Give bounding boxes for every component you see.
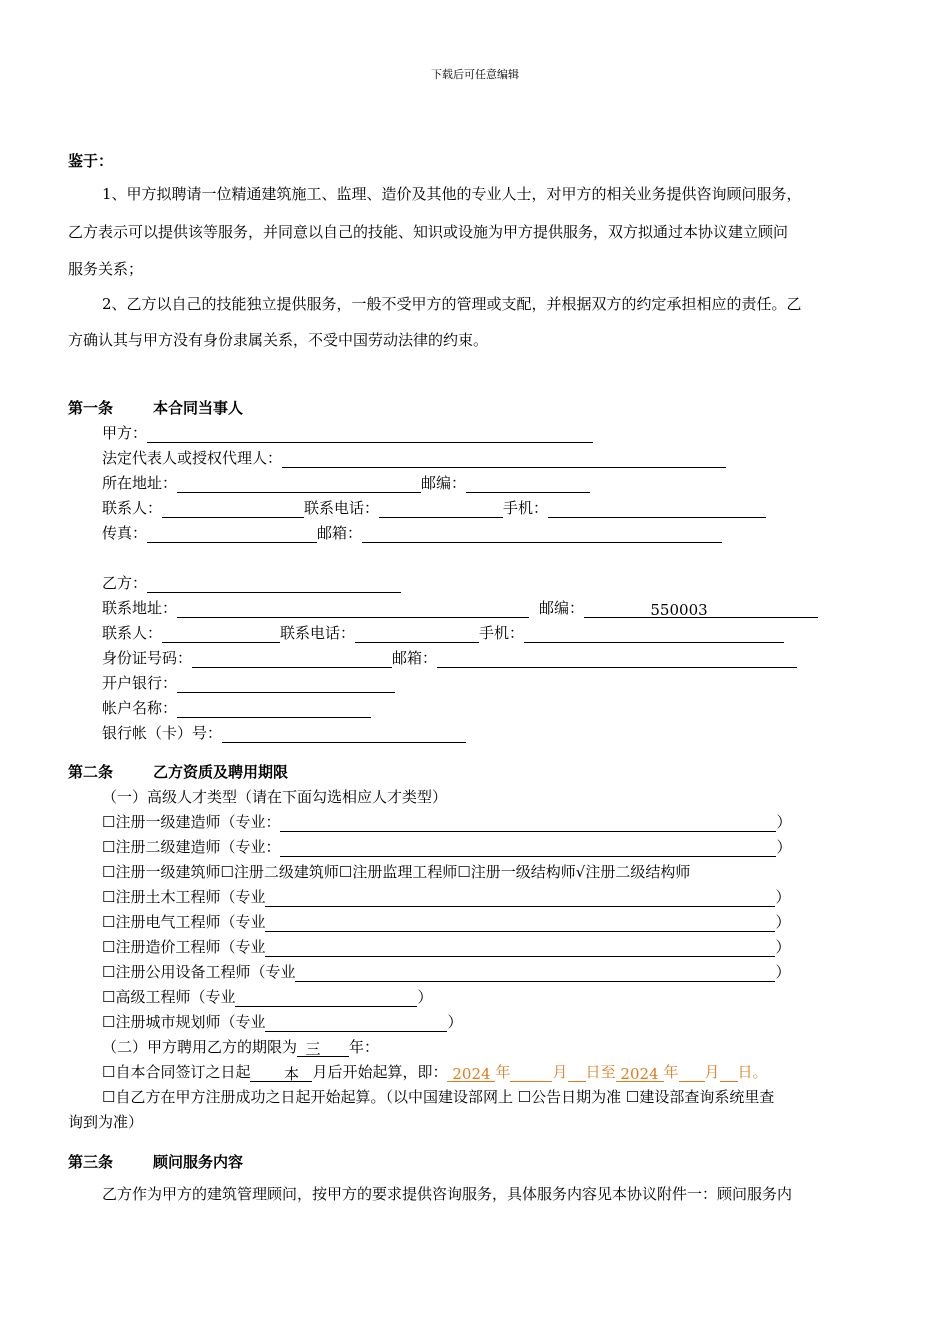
option-4-label[interactable]: ☐注册土木工程师（专业 <box>102 888 266 906</box>
option-6-field[interactable] <box>265 939 775 957</box>
end-day-field[interactable] <box>720 1064 738 1082</box>
party-b-row <box>102 573 401 593</box>
preamble-p2-line1: 2、乙方以自己的技能独立提供服务，一般不受甲方的管理或支配，并根据双方的约定承担相应的责任。乙 <box>102 295 802 313</box>
term1-month-field[interactable] <box>250 1064 312 1082</box>
option-row-2 <box>102 837 791 857</box>
b-address-label: 联系地址： <box>102 599 178 617</box>
phone-label: 联系电话： <box>304 499 380 517</box>
end-year-label: 年 <box>663 1063 679 1081</box>
header-note: 下载后可任意编辑 <box>431 68 519 81</box>
legal-rep-field[interactable] <box>282 450 726 468</box>
article1-heading <box>68 398 243 418</box>
start-month-label: 月 <box>552 1063 568 1081</box>
b-account-name-label: 帐户名称： <box>102 699 178 717</box>
mobile-label: 手机： <box>503 499 549 517</box>
term-option-2-line1[interactable]: ☐自乙方在甲方注册成功之日起开始起算。（以中国建设部网上 ☐公告日期为准 ☐建设部查询系统里查 <box>102 1088 775 1106</box>
option-row-4 <box>102 887 790 907</box>
postcode-field[interactable] <box>466 475 590 493</box>
end-year-field[interactable] <box>616 1064 664 1082</box>
b-email-field[interactable] <box>437 650 797 668</box>
option-8-close: ） <box>417 988 433 1006</box>
option-8-label[interactable]: ☐高级工程师（专业 <box>102 988 236 1006</box>
option-4-close: ） <box>775 888 791 906</box>
option-5-field[interactable] <box>265 914 775 932</box>
term1-after-label: 月后开始起算，即： <box>312 1063 448 1081</box>
term-prefix: （二）甲方聘用乙方的期限为 <box>102 1038 298 1056</box>
article2-heading <box>68 762 288 782</box>
party-b-id-row <box>102 648 797 668</box>
postcode-label: 邮编： <box>421 474 467 492</box>
b-email-label: 邮箱： <box>392 649 438 667</box>
article3-number: 第三条 <box>68 1153 114 1171</box>
b-bank-label: 开户银行： <box>102 674 178 692</box>
start-year-value: 2024 <box>452 1065 491 1083</box>
preamble-p1-line2: 乙方表示可以提供该等服务，并同意以自己的技能、知识或设施为甲方提供服务，双方拟通过本协议建立顾问 <box>68 223 789 241</box>
party-b-label: 乙方： <box>102 574 148 592</box>
option-4-field[interactable] <box>265 889 775 907</box>
option-1-field[interactable] <box>280 814 776 832</box>
b-id-label: 身份证号码： <box>102 649 193 667</box>
option-5-label[interactable]: ☐注册电气工程师（专业 <box>102 913 266 931</box>
party-a-contact-row <box>102 498 766 518</box>
option-2-label[interactable]: ☐注册二级建造师（专业： <box>102 838 281 856</box>
term-option-2-line2: 询到为准） <box>68 1113 144 1131</box>
option-row-9 <box>102 1012 462 1032</box>
b-bank-field[interactable] <box>177 675 395 693</box>
option-7-label[interactable]: ☐注册公用设备工程师（专业 <box>102 963 296 981</box>
b-phone-field[interactable] <box>355 625 479 643</box>
option-row-6 <box>102 937 790 957</box>
b-mobile-field[interactable] <box>524 625 784 643</box>
legal-rep-label: 法定代表人或授权代理人： <box>102 449 283 467</box>
option-1-close: ） <box>776 813 792 831</box>
option-9-close: ） <box>447 1013 463 1031</box>
article3-title: 顾问服务内容 <box>153 1153 244 1171</box>
b-contact-field[interactable] <box>162 625 280 643</box>
b-account-name-field[interactable] <box>177 700 371 718</box>
phone-field[interactable] <box>379 500 503 518</box>
address-field[interactable] <box>177 475 421 493</box>
term-years-value: 三 <box>305 1040 321 1058</box>
option-2-field[interactable] <box>280 839 776 857</box>
option-7-field[interactable] <box>295 964 775 982</box>
option-7-close: ） <box>775 963 791 981</box>
option-row-5 <box>102 912 790 932</box>
preamble-p2-line2: 方确认其与甲方没有身份隶属关系，不受中国劳动法律的约束。 <box>68 331 489 349</box>
term-suffix: 年： <box>349 1038 380 1056</box>
option-6-close: ） <box>775 938 791 956</box>
b-postcode-label: 邮编： <box>539 599 585 617</box>
preamble-p1-line1: 1、甲方拟聘请一位精通建筑施工、监理、造价及其他的专业人士，对甲方的相关业务提供咨询顾问服务， <box>102 185 802 203</box>
end-year-value: 2024 <box>620 1065 659 1083</box>
b-mobile-label: 手机： <box>479 624 525 642</box>
article2-number: 第二条 <box>68 763 114 781</box>
option-9-field[interactable] <box>265 1014 447 1032</box>
b-postcode-field[interactable] <box>584 600 818 618</box>
contact-field[interactable] <box>162 500 304 518</box>
party-b-account-no-row <box>102 723 466 743</box>
end-month-label: 月 <box>704 1063 720 1081</box>
option-2-close: ） <box>776 838 792 856</box>
end-month-field[interactable] <box>679 1064 705 1082</box>
option-5-close: ） <box>775 913 791 931</box>
article1-number: 第一条 <box>68 399 114 417</box>
b-phone-label: 联系电话： <box>280 624 356 642</box>
article1-title: 本合同当事人 <box>153 399 244 417</box>
start-year-field[interactable] <box>447 1064 495 1082</box>
party-a-address-row <box>102 473 590 493</box>
start-day-field[interactable] <box>568 1064 586 1082</box>
option-8-field[interactable] <box>235 989 417 1007</box>
b-address-field[interactable] <box>177 600 529 618</box>
mobile-field[interactable] <box>548 500 766 518</box>
article3-heading <box>68 1152 243 1172</box>
option-9-label[interactable]: ☐注册城市规划师（专业 <box>102 1013 266 1031</box>
party-b-contact-row <box>102 623 784 643</box>
contact-label: 联系人： <box>102 499 163 517</box>
option-1-label[interactable]: ☐注册一级建造师（专业： <box>102 813 281 831</box>
article2-title: 乙方资质及聘用期限 <box>153 763 289 781</box>
term-years-field[interactable] <box>297 1039 349 1057</box>
article2-sub1: （一）高级人才类型（请在下面勾选相应人才类型） <box>102 788 448 806</box>
option-row-8 <box>102 987 432 1007</box>
b-account-no-label: 银行帐（卡）号： <box>102 724 223 742</box>
article2-sub2 <box>102 1037 379 1057</box>
party-b-bank-row <box>102 673 395 693</box>
option-row-3[interactable]: ☐注册一级建筑师☐注册二级建筑师☐注册监理工程师☐注册一级结构师√注册二级结构师 <box>102 863 691 881</box>
party-a-fax-row <box>102 523 722 543</box>
fax-label: 传真： <box>102 524 148 542</box>
address-label: 所在地址： <box>102 474 178 492</box>
party-a-field[interactable] <box>147 425 593 443</box>
preamble-heading: 鉴于： <box>68 152 114 170</box>
article3-paragraph: 乙方作为甲方的建筑管理顾问，按甲方的要求提供咨询服务，具体服务内容见本协议附件一：顾问服务内 <box>102 1185 793 1203</box>
option-row-7 <box>102 962 790 982</box>
term1-start-label[interactable]: ☐自本合同签订之日起 <box>102 1063 251 1081</box>
b-account-no-field[interactable] <box>222 725 466 743</box>
party-b-field[interactable] <box>147 575 401 593</box>
option-row-1 <box>102 812 791 832</box>
end-day-label: 日。 <box>737 1063 768 1081</box>
start-day-label: 日至 <box>585 1063 616 1081</box>
email-field[interactable] <box>362 525 722 543</box>
term1-month-value: 本 <box>283 1065 299 1083</box>
b-contact-label: 联系人： <box>102 624 163 642</box>
start-month-field[interactable] <box>510 1064 552 1082</box>
party-a-label: 甲方： <box>102 424 148 442</box>
start-year-label: 年 <box>495 1063 511 1081</box>
term-option-1 <box>102 1062 768 1082</box>
party-a-row <box>102 423 593 443</box>
legal-rep-row <box>102 448 726 468</box>
b-id-field[interactable] <box>192 650 392 668</box>
fax-field[interactable] <box>147 525 317 543</box>
preamble-p1-line3: 服务关系； <box>68 260 144 278</box>
email-label: 邮箱： <box>317 524 363 542</box>
b-postcode-value: 550003 <box>650 601 708 619</box>
party-b-address-row <box>102 598 818 618</box>
party-b-account-name-row <box>102 698 371 718</box>
option-6-label[interactable]: ☐注册造价工程师（专业 <box>102 938 266 956</box>
